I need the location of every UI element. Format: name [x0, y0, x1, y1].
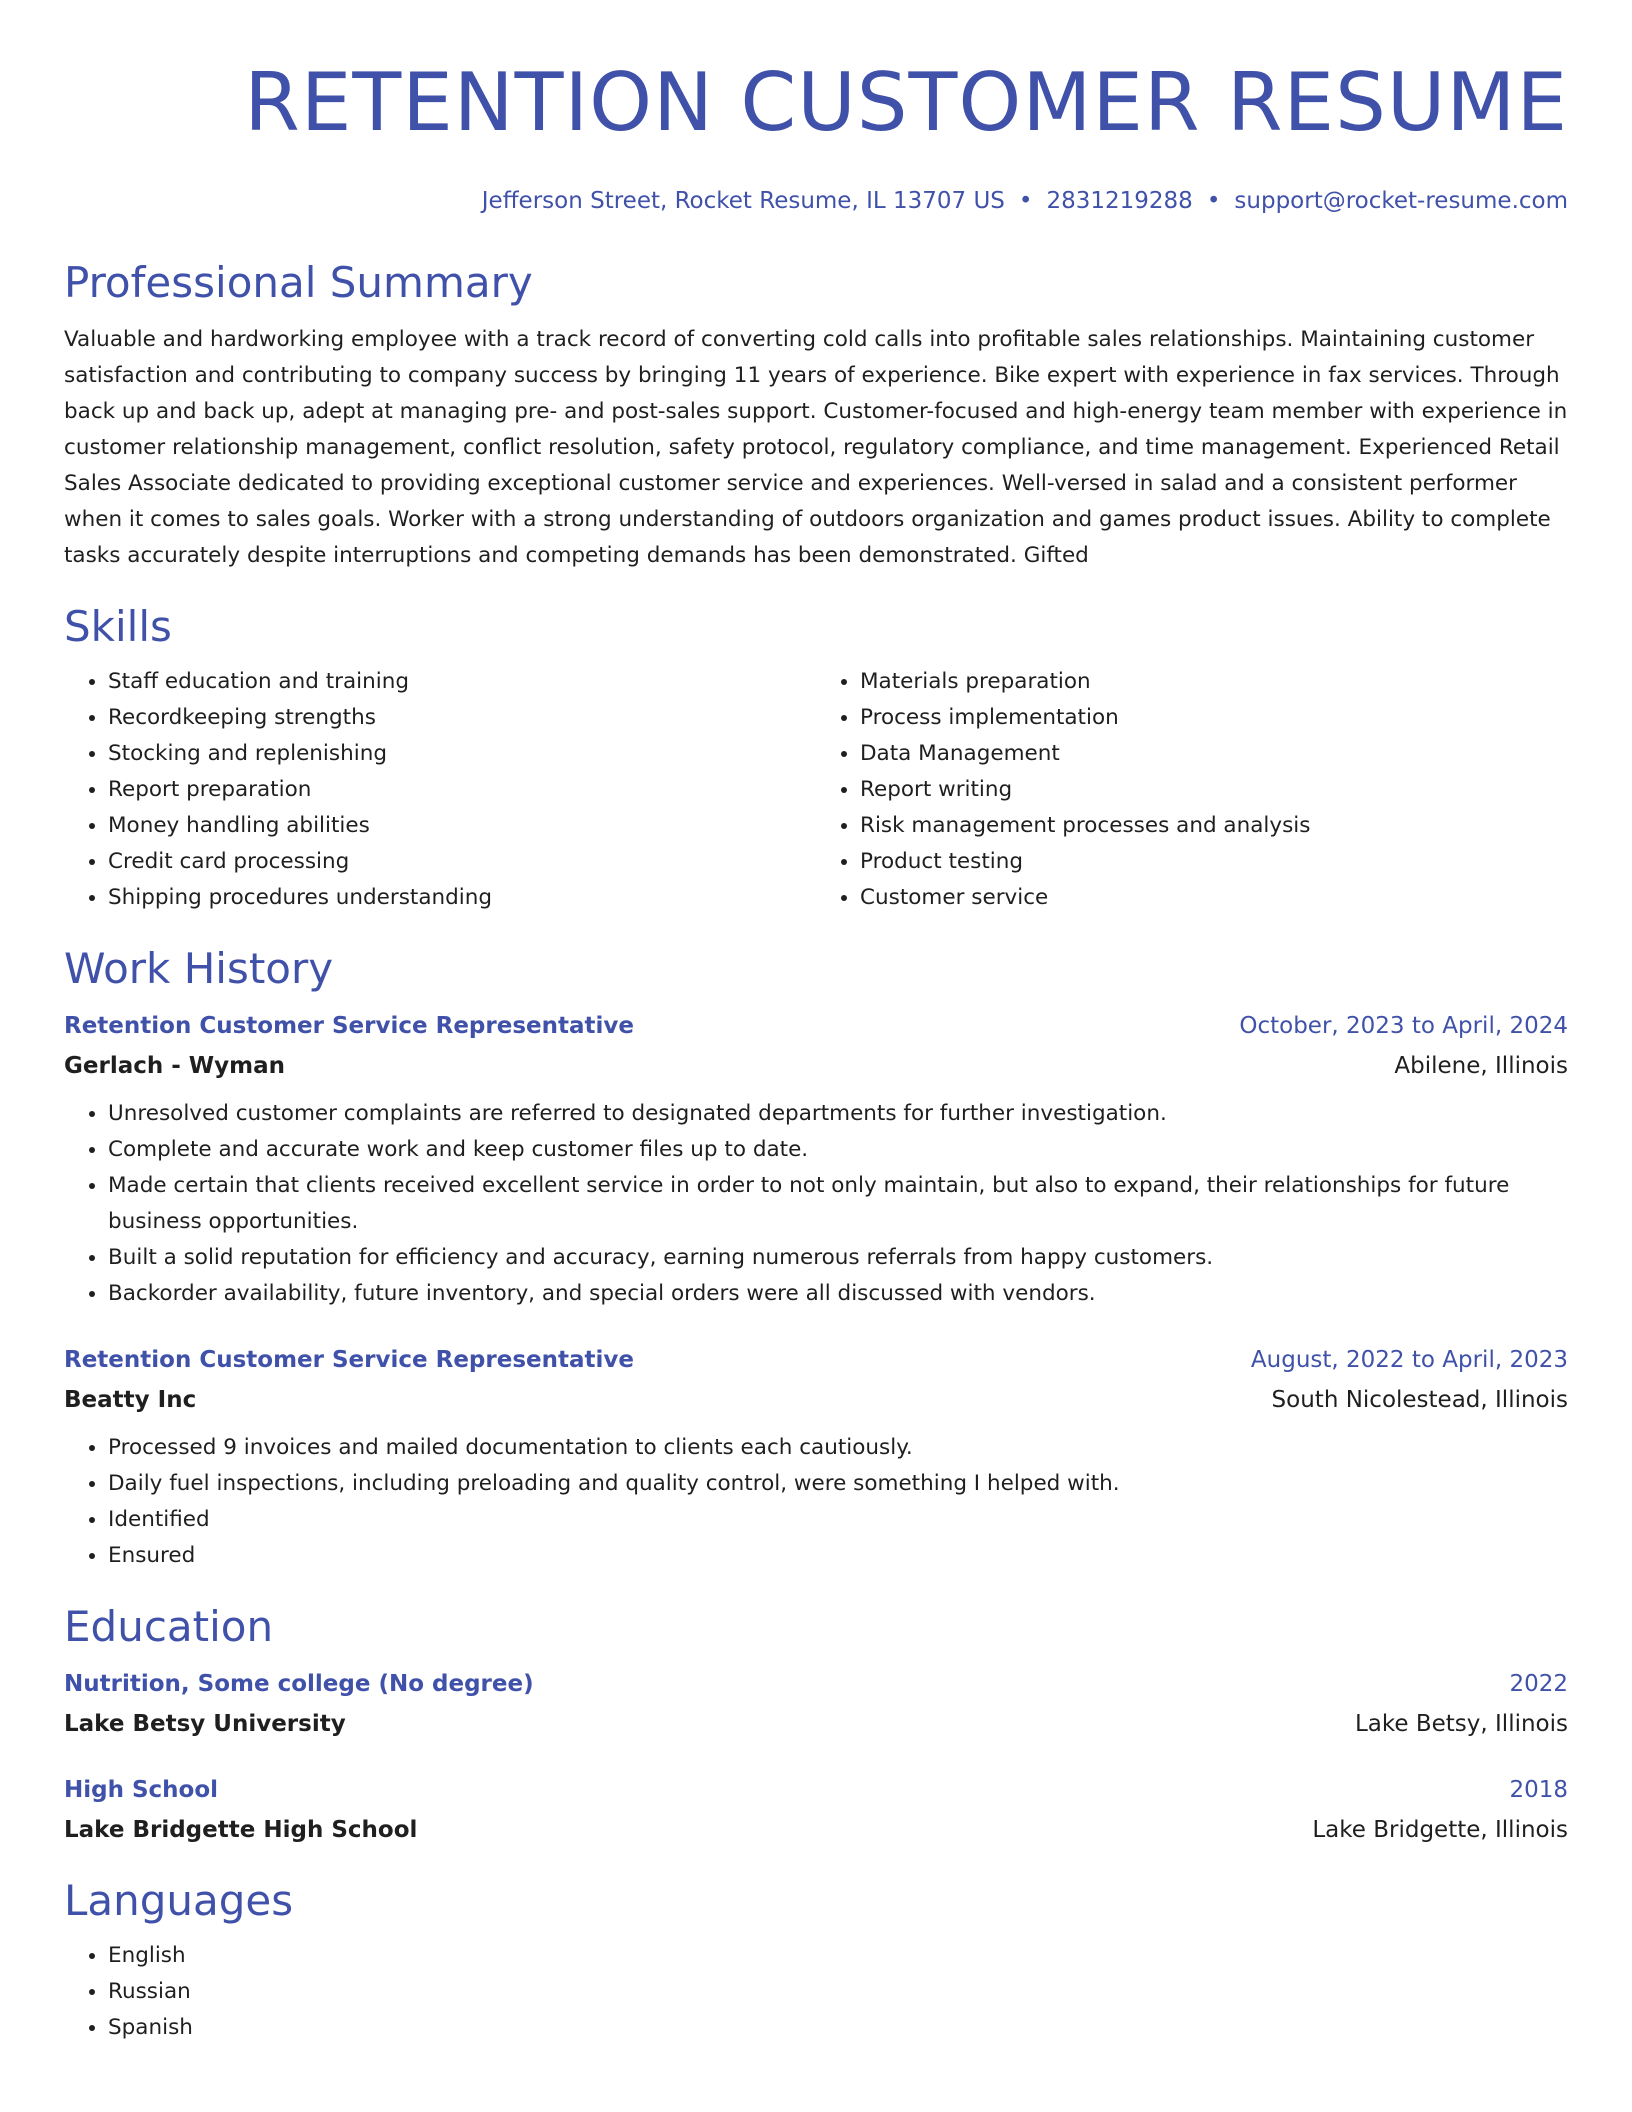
summary-heading: Professional Summary [64, 258, 533, 307]
job-dates: October, 2023 to April, 2024 [1239, 1013, 1568, 1039]
job-bullet: • Complete and accurate work and keep customer files up to date. [108, 1132, 1568, 1168]
language-item: • English [108, 1938, 1568, 1974]
job-bullet: • Made certain that clients received excellent service in order to not only maintain, but also to expand, their relationships for future business opportunities. [108, 1168, 1568, 1240]
skill-item: • Customer service [860, 880, 1568, 916]
job-bullet: • Backorder availability, future inventory, and special orders were all discussed with vendors. [108, 1276, 1568, 1312]
graduation-year: 2018 [1509, 1777, 1568, 1803]
phone: 2831219288 [1046, 188, 1193, 214]
languages-list [64, 1938, 1568, 2046]
company-name: Beatty Inc [64, 1387, 197, 1413]
resume-title: RETENTION CUSTOMER RESUME [244, 56, 1568, 149]
skill-item: • Stocking and replenishing [108, 736, 816, 772]
job-entry [64, 1342, 1568, 1574]
education-heading: Education [64, 1602, 274, 1651]
job-bullets [64, 1096, 1568, 1312]
work-history-heading: Work History [64, 944, 334, 993]
skills-heading: Skills [64, 602, 172, 651]
skills-list-left [64, 664, 816, 916]
job-location: South Nicolestead, Illinois [1271, 1387, 1568, 1413]
degree: High School [64, 1777, 219, 1803]
skill-item: • Shipping procedures understanding [108, 880, 816, 916]
job-bullets [64, 1430, 1568, 1574]
school-location: Lake Bridgette, Illinois [1312, 1817, 1568, 1843]
company-name: Gerlach - Wyman [64, 1053, 286, 1079]
contact-line [64, 188, 1568, 214]
job-entry [64, 1008, 1568, 1312]
separator: • [1018, 188, 1033, 214]
skill-item: • Risk management processes and analysis [860, 808, 1568, 844]
job-title: Retention Customer Service Representative [64, 1013, 634, 1039]
skill-item: • Product testing [860, 844, 1568, 880]
job-title: Retention Customer Service Representative [64, 1347, 634, 1373]
summary-text: Valuable and hardworking employee with a track record of converting cold calls into profitable sales relationships. Maintaining customer satisfaction and contributing to company success by bringing 11 years of experience. Bike expert with experience in fax services. Through back up and back up, adept at managing pre- and post-sales support. Customer-focused and high-energy team member with experience in customer relationship management, conflict resolution, safety protocol, regulatory compliance, and time management. Experienced Retail Sales Associate dedicated to providing exceptional customer service and experiences. Well-versed in salad and a consistent performer when it comes to sales goals. Worker with a strong understanding of outdoors organization and games product issues. Ability to complete tasks accurately despite interruptions and competing demands has been demonstrated. Gifted [64, 327, 1568, 568]
skill-item: • Staff education and training [108, 664, 816, 700]
address: Jefferson Street, Rocket Resume, IL 13707 US [481, 188, 1005, 214]
email: support@rocket-resume.com [1234, 188, 1568, 214]
job-dates: August, 2022 to April, 2023 [1250, 1347, 1568, 1373]
language-item: • Russian [108, 1974, 1568, 2010]
skill-item: • Data Management [860, 736, 1568, 772]
job-bullet: • Identified [108, 1502, 1568, 1538]
skill-item: • Report writing [860, 772, 1568, 808]
school-location: Lake Betsy, Illinois [1354, 1711, 1568, 1737]
skill-item: • Materials preparation [860, 664, 1568, 700]
separator: • [1206, 188, 1221, 214]
skill-item: • Process implementation [860, 700, 1568, 736]
skill-item: • Recordkeeping strengths [108, 700, 816, 736]
skills-list-right [816, 664, 1568, 916]
education-entry [64, 1666, 1568, 1742]
degree: Nutrition, Some college (No degree) [64, 1671, 534, 1697]
job-bullet: • Built a solid reputation for efficiency and accuracy, earning numerous referrals from happy customers. [108, 1240, 1568, 1276]
languages-heading: Languages [64, 1876, 294, 1925]
language-item: • Spanish [108, 2010, 1568, 2046]
skills-columns [64, 664, 1568, 916]
job-bullet: • Ensured [108, 1538, 1568, 1574]
job-bullet: • Unresolved customer complaints are referred to designated departments for further investigation. [108, 1096, 1568, 1132]
school-name: Lake Bridgette High School [64, 1817, 418, 1843]
skill-item: • Report preparation [108, 772, 816, 808]
skill-item: • Money handling abilities [108, 808, 816, 844]
education-entry [64, 1772, 1568, 1848]
job-bullet: • Processed 9 invoices and mailed documentation to clients each cautiously. [108, 1430, 1568, 1466]
school-name: Lake Betsy University [64, 1711, 346, 1737]
job-location: Abilene, Illinois [1394, 1053, 1568, 1079]
graduation-year: 2022 [1509, 1671, 1568, 1697]
skill-item: • Credit card processing [108, 844, 816, 880]
job-bullet: • Daily fuel inspections, including preloading and quality control, were something I helped with. [108, 1466, 1568, 1502]
